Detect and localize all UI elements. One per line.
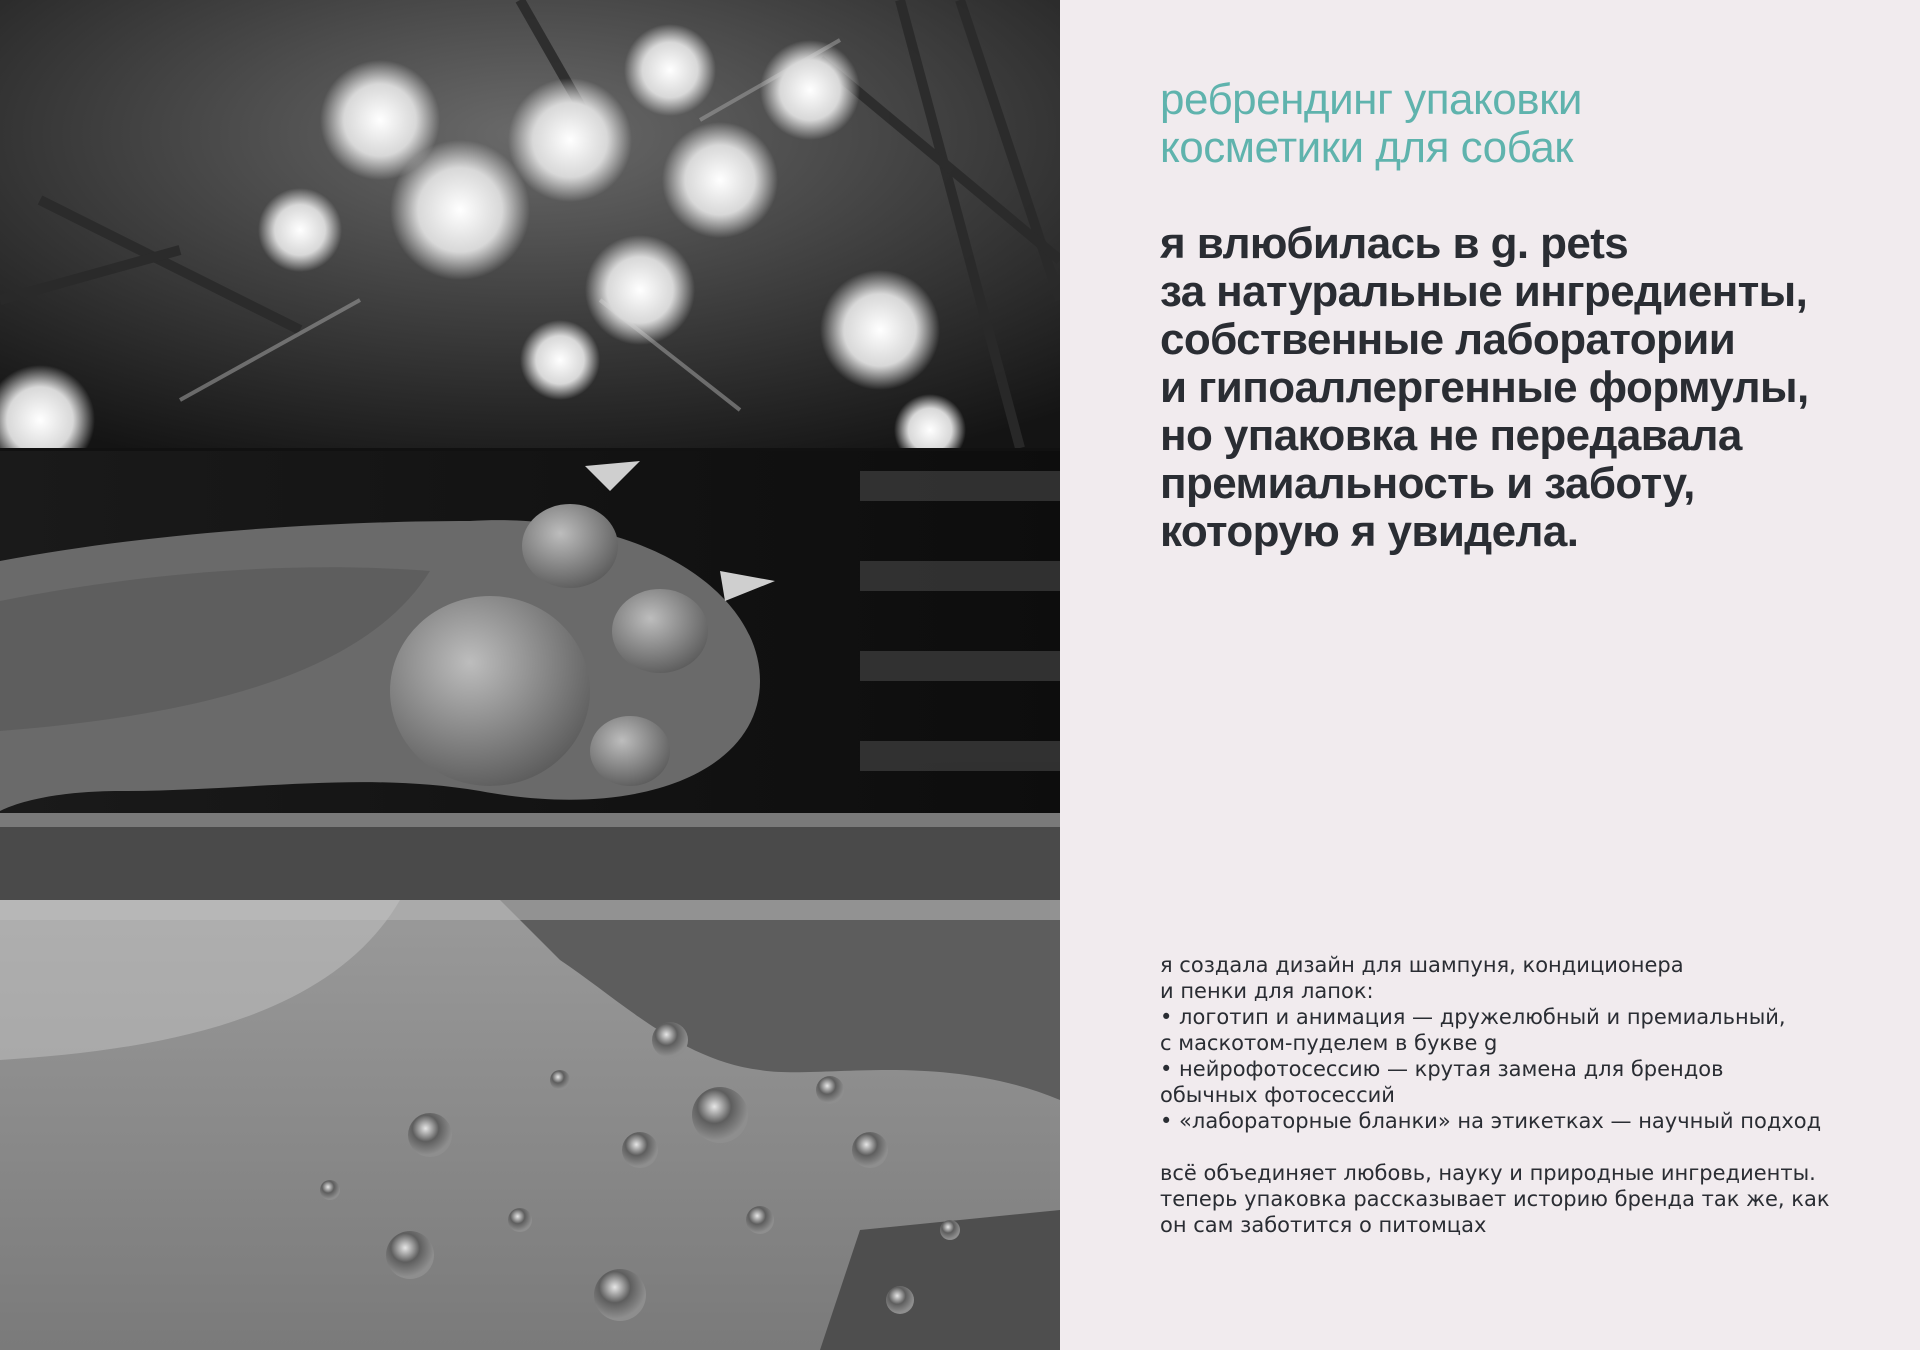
body-line: я создала дизайн для шампуня, кондиционера bbox=[1160, 953, 1684, 977]
lead-line: собственные лаборатории bbox=[1160, 315, 1736, 364]
lead-line: я влюбилась в g. pets bbox=[1160, 219, 1629, 268]
lead-paragraph bbox=[1160, 220, 1809, 556]
photo-flowers bbox=[0, 0, 1060, 448]
body-line: обычных фотосессий bbox=[1160, 1083, 1395, 1107]
photo-paw bbox=[0, 451, 1060, 900]
lead-line: за натуральные ингредиенты, bbox=[1160, 267, 1808, 316]
body-line: и пенки для лапок: bbox=[1160, 979, 1374, 1003]
lead-line: премиальность и заботу, bbox=[1160, 459, 1695, 508]
description bbox=[1160, 952, 1830, 1238]
lead-line: но упаковка не передавала bbox=[1160, 411, 1742, 460]
closing-line: всё объединяет любовь, науку и природные ингредиенты. bbox=[1160, 1161, 1816, 1185]
lead-line: и гипоаллергенные формулы, bbox=[1160, 363, 1809, 412]
title-line: ребрендинг упаковки bbox=[1160, 75, 1582, 124]
body-line: • «лабораторные бланки» на этикетках — научный подход bbox=[1160, 1109, 1822, 1133]
photo-foam bbox=[0, 900, 1060, 1350]
body-line: • нейрофотосессию — крутая замена для брендов bbox=[1160, 1057, 1724, 1081]
closing-line: он сам заботится о питомцах bbox=[1160, 1213, 1487, 1237]
body-line: с маскотом-пуделем в букве g bbox=[1160, 1031, 1498, 1055]
paragraph-gap bbox=[1160, 1134, 1830, 1160]
body-line: • логотип и анимация — дружелюбный и премиальный, bbox=[1160, 1005, 1786, 1029]
page-title bbox=[1160, 76, 1582, 172]
closing-line: теперь упаковка рассказывает историю бренда так же, как bbox=[1160, 1187, 1830, 1211]
title-line: косметики для собак bbox=[1160, 123, 1574, 172]
lead-line: которую я увидела. bbox=[1160, 507, 1579, 556]
